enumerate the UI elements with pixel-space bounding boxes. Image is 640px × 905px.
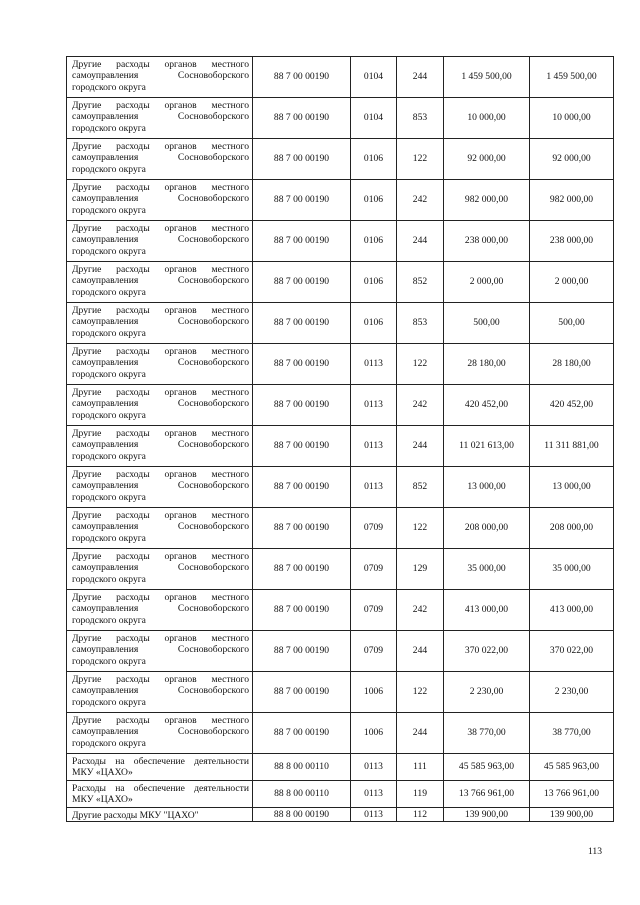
section-code-cell: 0106 <box>351 262 397 303</box>
expense-type-cell: 242 <box>397 590 444 631</box>
expense-type-cell: 119 <box>397 781 444 808</box>
row-name-cell: Другие расходы органов местного самоуправления Сосновоборского городского округа <box>67 303 253 344</box>
amount-year2-cell: 13 766 961,00 <box>530 781 614 808</box>
table-row <box>67 808 614 822</box>
row-name-cell: Другие расходы органов местного самоуправления Сосновоборского городского округа <box>67 180 253 221</box>
row-name-cell: Другие расходы органов местного самоуправления Сосновоборского городского округа <box>67 672 253 713</box>
amount-year2-cell: 13 000,00 <box>530 467 614 508</box>
row-name-cell: Другие расходы органов местного самоуправления Сосновоборского городского округа <box>67 467 253 508</box>
section-code-cell: 0106 <box>351 303 397 344</box>
table-row <box>67 303 614 344</box>
expense-type-cell: 244 <box>397 57 444 98</box>
section-code-cell: 0113 <box>351 385 397 426</box>
amount-year1-cell: 35 000,00 <box>444 549 530 590</box>
table-row <box>67 344 614 385</box>
amount-year1-cell: 982 000,00 <box>444 180 530 221</box>
amount-year2-cell: 35 000,00 <box>530 549 614 590</box>
amount-year1-cell: 208 000,00 <box>444 508 530 549</box>
section-code-cell: 1006 <box>351 713 397 754</box>
target-code-cell: 88 8 00 00110 <box>253 754 351 781</box>
target-code-cell: 88 7 00 00190 <box>253 713 351 754</box>
row-name-cell: Другие расходы органов местного самоуправления Сосновоборского городского округа <box>67 262 253 303</box>
row-name-cell: Другие расходы органов местного самоуправления Сосновоборского городского округа <box>67 385 253 426</box>
table-row <box>67 385 614 426</box>
section-code-cell: 0113 <box>351 781 397 808</box>
amount-year2-cell: 500,00 <box>530 303 614 344</box>
table-body <box>67 57 614 822</box>
table-row <box>67 139 614 180</box>
expense-type-cell: 852 <box>397 467 444 508</box>
table-row <box>67 467 614 508</box>
row-name-cell: Другие расходы органов местного самоуправления Сосновоборского городского округа <box>67 631 253 672</box>
section-code-cell: 0709 <box>351 549 397 590</box>
amount-year1-cell: 13 766 961,00 <box>444 781 530 808</box>
section-code-cell: 1006 <box>351 672 397 713</box>
section-code-cell: 0104 <box>351 98 397 139</box>
expense-type-cell: 111 <box>397 754 444 781</box>
row-name-cell: Другие расходы органов местного самоуправления Сосновоборского городского округа <box>67 590 253 631</box>
target-code-cell: 88 7 00 00190 <box>253 180 351 221</box>
table-row <box>67 754 614 781</box>
budget-table <box>66 56 614 822</box>
table-row <box>67 672 614 713</box>
amount-year1-cell: 10 000,00 <box>444 98 530 139</box>
target-code-cell: 88 7 00 00190 <box>253 303 351 344</box>
amount-year1-cell: 370 022,00 <box>444 631 530 672</box>
section-code-cell: 0113 <box>351 467 397 508</box>
section-code-cell: 0709 <box>351 590 397 631</box>
table-row <box>67 713 614 754</box>
section-code-cell: 0106 <box>351 180 397 221</box>
target-code-cell: 88 7 00 00190 <box>253 631 351 672</box>
expense-type-cell: 852 <box>397 262 444 303</box>
amount-year1-cell: 2 000,00 <box>444 262 530 303</box>
table-row <box>67 98 614 139</box>
table-row <box>67 180 614 221</box>
target-code-cell: 88 7 00 00190 <box>253 467 351 508</box>
target-code-cell: 88 8 00 00110 <box>253 781 351 808</box>
amount-year1-cell: 92 000,00 <box>444 139 530 180</box>
section-code-cell: 0709 <box>351 631 397 672</box>
amount-year2-cell: 420 452,00 <box>530 385 614 426</box>
section-code-cell: 0104 <box>351 57 397 98</box>
amount-year2-cell: 1 459 500,00 <box>530 57 614 98</box>
table-row <box>67 508 614 549</box>
amount-year2-cell: 139 900,00 <box>530 808 614 822</box>
amount-year1-cell: 28 180,00 <box>444 344 530 385</box>
expense-type-cell: 853 <box>397 303 444 344</box>
expense-type-cell: 244 <box>397 221 444 262</box>
row-name-cell: Расходы на обеспечение деятельности МКУ «ЦАХО» <box>67 754 253 781</box>
amount-year2-cell: 238 000,00 <box>530 221 614 262</box>
expense-type-cell: 244 <box>397 713 444 754</box>
target-code-cell: 88 7 00 00190 <box>253 672 351 713</box>
target-code-cell: 88 7 00 00190 <box>253 385 351 426</box>
target-code-cell: 88 7 00 00190 <box>253 344 351 385</box>
expense-type-cell: 122 <box>397 508 444 549</box>
row-name-cell: Другие расходы органов местного самоуправления Сосновоборского городского округа <box>67 549 253 590</box>
amount-year2-cell: 28 180,00 <box>530 344 614 385</box>
row-name-cell: Другие расходы органов местного самоуправления Сосновоборского городского округа <box>67 139 253 180</box>
target-code-cell: 88 8 00 00190 <box>253 808 351 822</box>
page-number: 113 <box>587 846 602 857</box>
expense-type-cell: 122 <box>397 344 444 385</box>
section-code-cell: 0113 <box>351 344 397 385</box>
section-code-cell: 0113 <box>351 754 397 781</box>
target-code-cell: 88 7 00 00190 <box>253 508 351 549</box>
amount-year1-cell: 500,00 <box>444 303 530 344</box>
row-name-cell: Другие расходы органов местного самоуправления Сосновоборского городского округа <box>67 98 253 139</box>
amount-year2-cell: 2 000,00 <box>530 262 614 303</box>
expense-type-cell: 129 <box>397 549 444 590</box>
amount-year2-cell: 45 585 963,00 <box>530 754 614 781</box>
expense-type-cell: 242 <box>397 180 444 221</box>
row-name-cell: Другие расходы органов местного самоуправления Сосновоборского городского округа <box>67 426 253 467</box>
amount-year1-cell: 413 000,00 <box>444 590 530 631</box>
row-name-cell: Другие расходы органов местного самоуправления Сосновоборского городского округа <box>67 221 253 262</box>
amount-year1-cell: 11 021 613,00 <box>444 426 530 467</box>
amount-year1-cell: 420 452,00 <box>444 385 530 426</box>
expense-type-cell: 122 <box>397 139 444 180</box>
table-row <box>67 549 614 590</box>
row-name-cell: Другие расходы МКУ "ЦАХО" <box>67 808 253 822</box>
amount-year1-cell: 45 585 963,00 <box>444 754 530 781</box>
section-code-cell: 0113 <box>351 808 397 822</box>
amount-year2-cell: 38 770,00 <box>530 713 614 754</box>
table-row <box>67 262 614 303</box>
table-row <box>67 781 614 808</box>
amount-year2-cell: 10 000,00 <box>530 98 614 139</box>
expense-type-cell: 853 <box>397 98 444 139</box>
amount-year2-cell: 2 230,00 <box>530 672 614 713</box>
target-code-cell: 88 7 00 00190 <box>253 590 351 631</box>
row-name-cell: Другие расходы органов местного самоуправления Сосновоборского городского округа <box>67 508 253 549</box>
amount-year2-cell: 11 311 881,00 <box>530 426 614 467</box>
row-name-cell: Другие расходы органов местного самоуправления Сосновоборского городского округа <box>67 713 253 754</box>
row-name-cell: Расходы на обеспечение деятельности МКУ «ЦАХО» <box>67 781 253 808</box>
amount-year1-cell: 13 000,00 <box>444 467 530 508</box>
target-code-cell: 88 7 00 00190 <box>253 549 351 590</box>
section-code-cell: 0106 <box>351 221 397 262</box>
amount-year2-cell: 982 000,00 <box>530 180 614 221</box>
table-row <box>67 590 614 631</box>
amount-year1-cell: 2 230,00 <box>444 672 530 713</box>
amount-year2-cell: 413 000,00 <box>530 590 614 631</box>
target-code-cell: 88 7 00 00190 <box>253 262 351 303</box>
table-row <box>67 631 614 672</box>
amount-year1-cell: 139 900,00 <box>444 808 530 822</box>
table-row <box>67 426 614 467</box>
amount-year1-cell: 38 770,00 <box>444 713 530 754</box>
expense-type-cell: 244 <box>397 426 444 467</box>
target-code-cell: 88 7 00 00190 <box>253 426 351 467</box>
expense-type-cell: 242 <box>397 385 444 426</box>
section-code-cell: 0113 <box>351 426 397 467</box>
target-code-cell: 88 7 00 00190 <box>253 57 351 98</box>
amount-year2-cell: 370 022,00 <box>530 631 614 672</box>
target-code-cell: 88 7 00 00190 <box>253 98 351 139</box>
amount-year2-cell: 208 000,00 <box>530 508 614 549</box>
section-code-cell: 0709 <box>351 508 397 549</box>
row-name-cell: Другие расходы органов местного самоуправления Сосновоборского городского округа <box>67 57 253 98</box>
amount-year1-cell: 1 459 500,00 <box>444 57 530 98</box>
expense-type-cell: 122 <box>397 672 444 713</box>
table-row <box>67 221 614 262</box>
section-code-cell: 0106 <box>351 139 397 180</box>
target-code-cell: 88 7 00 00190 <box>253 221 351 262</box>
table-row <box>67 57 614 98</box>
amount-year1-cell: 238 000,00 <box>444 221 530 262</box>
amount-year2-cell: 92 000,00 <box>530 139 614 180</box>
expense-type-cell: 244 <box>397 631 444 672</box>
row-name-cell: Другие расходы органов местного самоуправления Сосновоборского городского округа <box>67 344 253 385</box>
expense-type-cell: 112 <box>397 808 444 822</box>
target-code-cell: 88 7 00 00190 <box>253 139 351 180</box>
